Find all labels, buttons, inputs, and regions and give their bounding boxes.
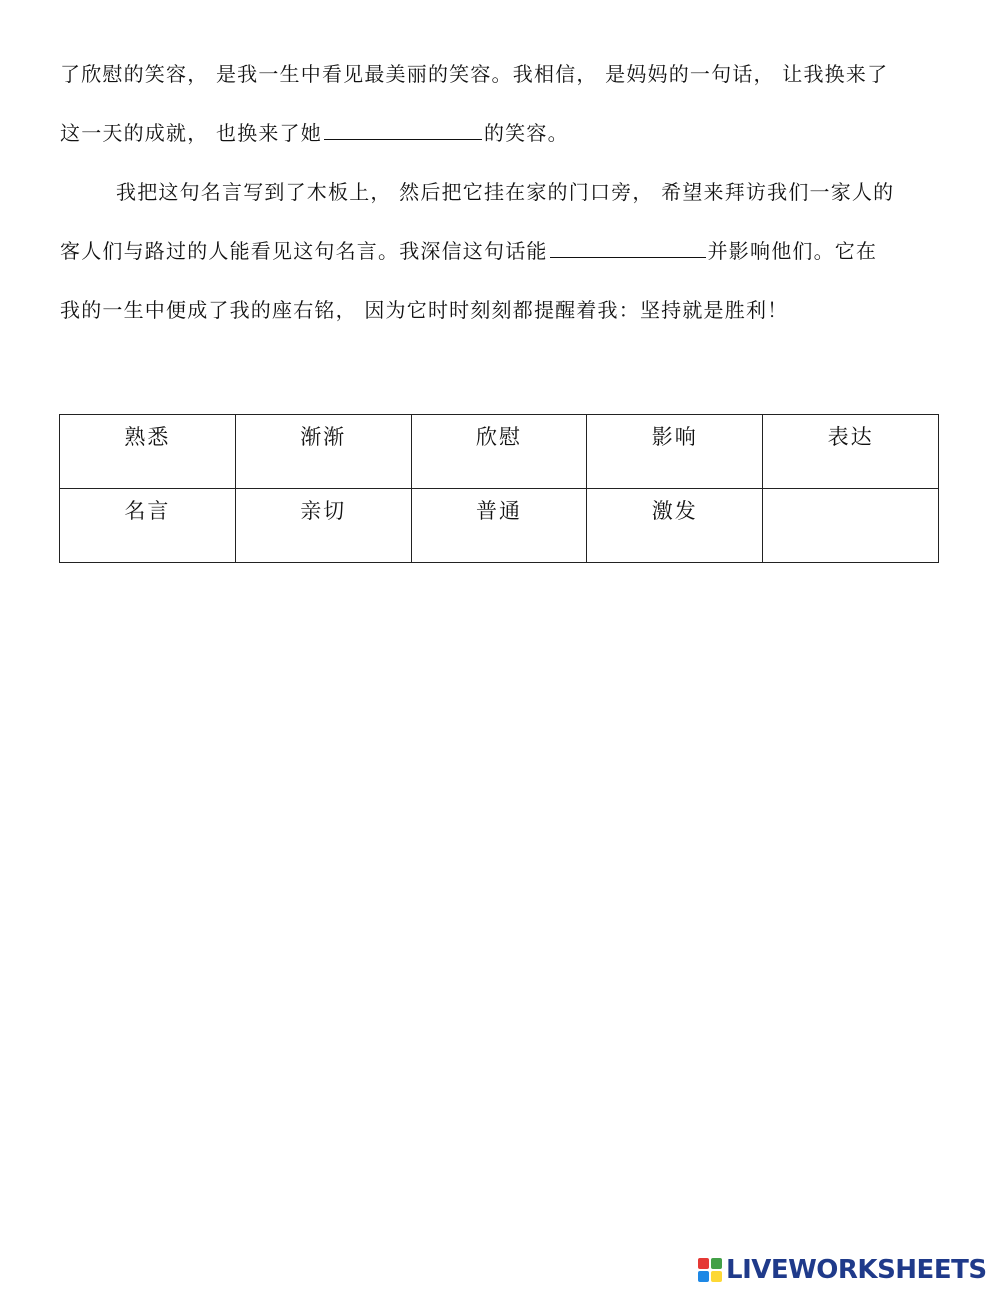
logo-block: [711, 1271, 722, 1282]
liveworksheets-watermark: [698, 1256, 987, 1284]
logo-block: [711, 1258, 722, 1269]
passage: [60, 54, 940, 349]
passage-text: 这一天的成就， 也换来了她: [60, 121, 322, 145]
word-bank-row: [60, 489, 939, 563]
passage-line: [60, 113, 940, 172]
passage-text: 客人们与路过的人能看见这句名言。我深信这句话能: [60, 239, 548, 263]
word-bank-cell[interactable]: 影响: [587, 415, 763, 489]
word-bank-cell[interactable]: 渐渐: [235, 415, 411, 489]
passage-line: [60, 54, 940, 113]
word-bank-cell[interactable]: 欣慰: [411, 415, 587, 489]
word-bank-table: [59, 414, 939, 563]
watermark-text: LIVEWORKSHEETS: [726, 1255, 987, 1285]
word-bank-cell[interactable]: 表达: [763, 415, 939, 489]
word-bank-cell[interactable]: 普通: [411, 489, 587, 563]
passage-text: 并影响他们。它在: [707, 239, 878, 263]
word-bank-cell[interactable]: 亲切: [235, 489, 411, 563]
passage-text: 我把这句名言写到了木板上， 然后把它挂在家的门口旁， 希望来拜访我们一家人的: [116, 180, 895, 204]
word-bank-cell-empty[interactable]: [763, 489, 939, 563]
fill-blank-1[interactable]: [324, 113, 482, 140]
passage-line: [60, 231, 940, 290]
logo-block: [698, 1271, 709, 1282]
word-bank-cell[interactable]: 激发: [587, 489, 763, 563]
passage-line: [60, 172, 940, 231]
logo-block: [698, 1258, 709, 1269]
word-bank-cell[interactable]: 熟悉: [60, 415, 236, 489]
passage-text: 的笑容。: [483, 121, 569, 145]
word-bank-cell[interactable]: 名言: [60, 489, 236, 563]
liveworksheets-logo-icon: [698, 1258, 722, 1282]
fill-blank-2[interactable]: [550, 231, 706, 258]
passage-line: [60, 290, 940, 349]
word-bank-row: [60, 415, 939, 489]
passage-text: 了欣慰的笑容， 是我一生中看见最美丽的笑容。我相信， 是妈妈的一句话， 让我换来了: [60, 62, 889, 86]
passage-text: 我的一生中便成了我的座右铭， 因为它时时刻刻都提醒着我：坚持就是胜利！: [60, 298, 789, 322]
